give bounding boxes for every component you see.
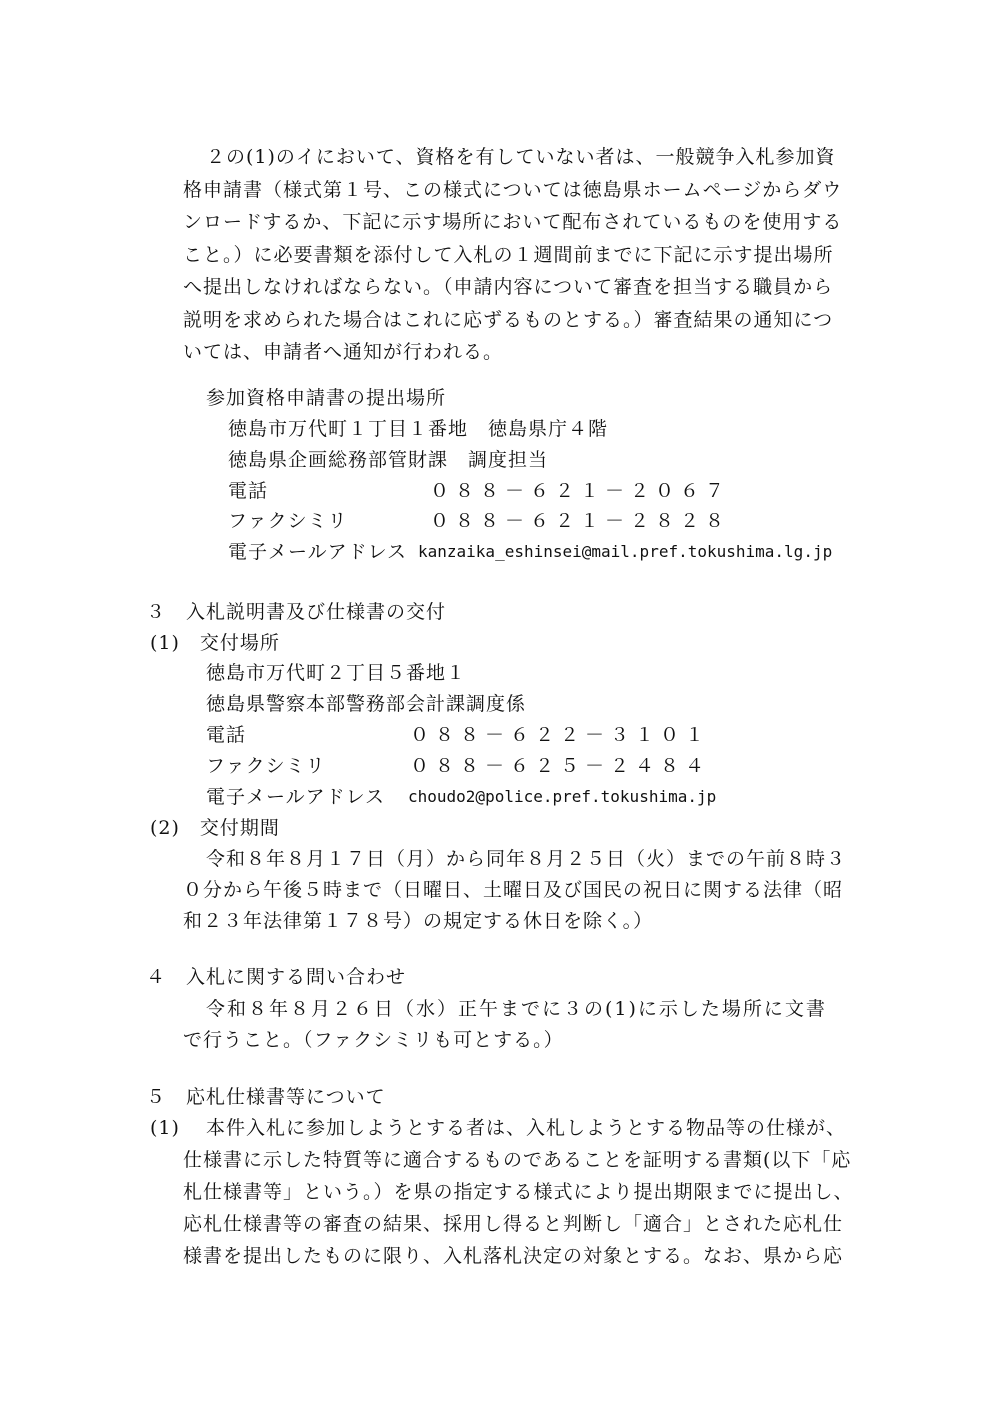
section3-fax: ０８８－６２５－２４８４ [410,755,711,777]
section3-period-line: ０分から午後５時まで（日曜日、土曜日及び国民の祝日に関する法律（昭 [183,879,844,901]
section5-item1-label: (1) [150,1117,180,1139]
intro-line: 格申請書（様式第１号、この様式については徳島県ホームページからダウ [183,179,843,201]
section3-fax-label: ファクシミリ [206,755,326,777]
submission-email: kanzaika_eshinsei@mail.pref.tokushima.lg.jp [418,542,833,561]
section5-heading: ５ 応札仕様書等について [146,1086,386,1108]
intro-line: いては、申請者へ通知が行われる。 [183,341,504,363]
section3-period-line: 令和８年８月１７日（月）から同年８月２５日（火）までの午前８時３ [206,848,847,870]
section3-email: choudo2@police.pref.tokushima.jp [408,787,717,806]
submission-email-label: 電子メールアドレス [228,541,408,563]
section5-item1-line: 様書を提出したものに限り、入札落札決定の対象とする。なお、県から応 [183,1245,844,1267]
intro-line: ンロードするか、下記に示す場所において配布されているものを使用する [183,211,843,233]
intro-line: ２の(1)のイにおいて、資格を有していない者は、一般競争入札参加資 [206,146,836,168]
section4-line: で行うこと。（ファクシミリも可とする。） [183,1029,564,1051]
section3-heading: ３ 入札説明書及び仕様書の交付 [146,601,447,623]
submission-phone-label: 電話 [228,480,269,502]
submission-fax-label: ファクシミリ [228,510,348,532]
submission-heading: 参加資格申請書の提出場所 [206,387,447,409]
section5-item1-line: 仕様書に示した特質等に適合するものであることを証明する書類(以下「応 [183,1149,852,1171]
section3-period-line: 和２３年法律第１７８号）の規定する休日を除く。） [183,910,654,932]
section5-item1-line: 本件入札に参加しようとする者は、入札しようとする物品等の仕様が、 [206,1117,847,1139]
intro-line: へ提出しなければならない。（申請内容について審査を担当する職員から [183,276,834,298]
section3-sub2-heading: (2) 交付期間 [150,817,280,839]
submission-office: 徳島県企画総務部管財課 調度担当 [228,449,549,471]
section3-phone: ０８８－６２２－３１０１ [410,724,711,746]
intro-line: こと。）に必要書類を添付して入札の１週間前までに下記に示す提出場所 [183,244,834,266]
section3-email-label: 電子メールアドレス [206,786,386,808]
section3-sub1-heading: (1) 交付場所 [150,632,280,654]
submission-phone: ０８８－６２１－２０６７ [430,480,731,502]
intro-line: 説明を求められた場合はこれに応ずるものとする。）審査結果の通知につ [183,309,834,331]
submission-fax: ０８８－６２１－２８２８ [430,510,731,532]
section3-office: 徳島県警察本部警務部会計課調度係 [206,693,527,715]
section4-heading: ４ 入札に関する問い合わせ [146,966,407,988]
submission-address: 徳島市万代町１丁目１番地 徳島県庁４階 [228,418,609,440]
section5-item1-line: 札仕様書等」という。）を県の指定する様式により提出期限までに提出し、 [183,1181,854,1203]
section3-phone-label: 電話 [206,724,247,746]
section4-line: 令和８年８月２６日（水）正午までに３の(1)に示した場所に文書 [206,998,827,1020]
section5-item1-line: 応札仕様書等の審査の結果、採用し得ると判断し「適合」とされた応札仕 [183,1213,844,1235]
section3-address: 徳島市万代町２丁目５番地１ [206,662,467,684]
